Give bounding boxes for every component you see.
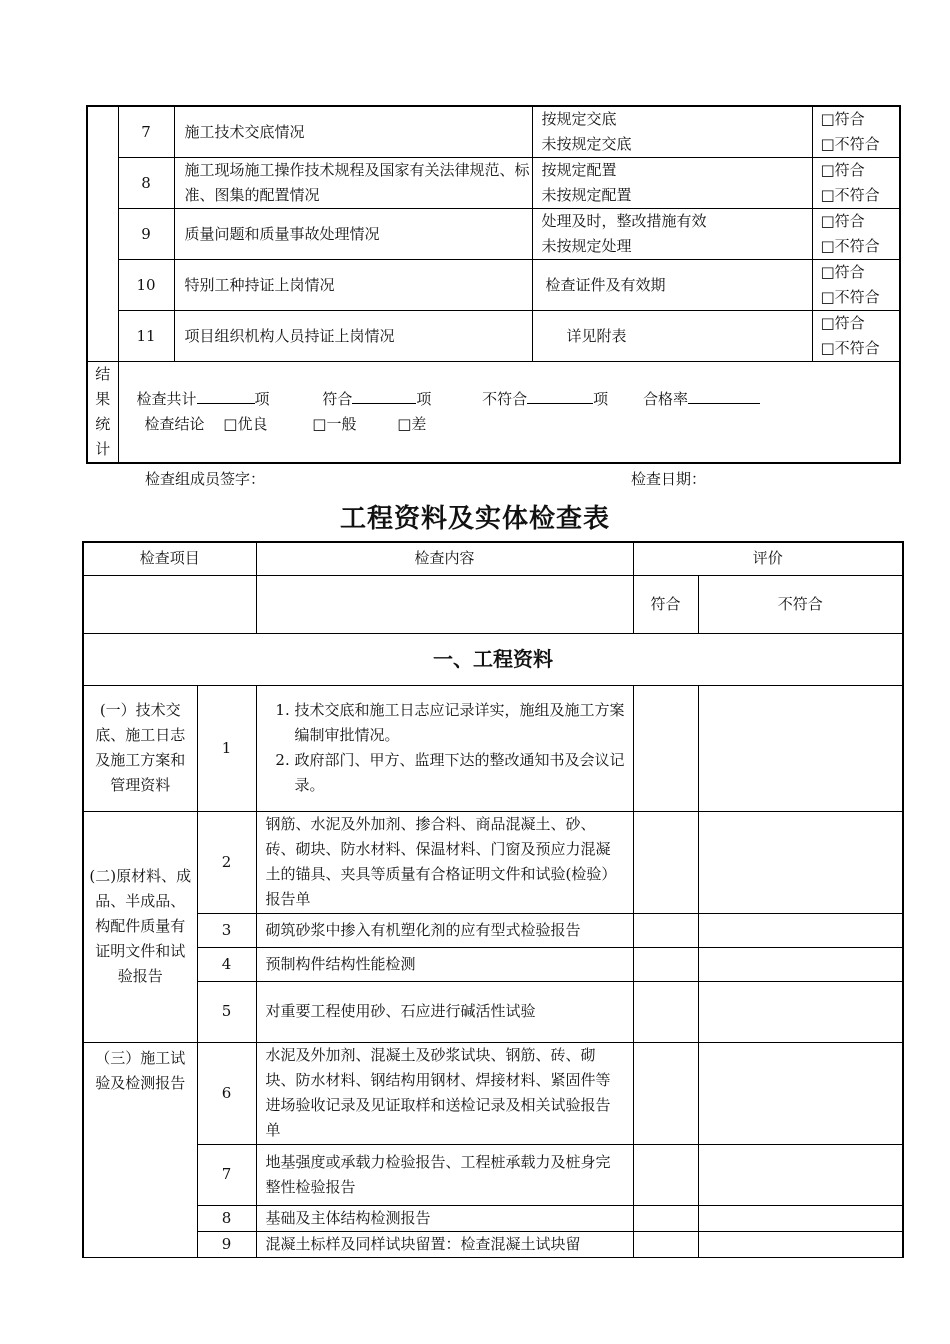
list-item: 1. 技术交底和施工日志应记录详实，施组及施工方案编制审批情况。 <box>295 698 625 748</box>
table-row <box>83 811 903 913</box>
row-number: 4 <box>197 947 256 981</box>
row-number: 9 <box>118 209 174 260</box>
fail-checkbox[interactable]: □不符合 <box>820 135 880 153</box>
check-content <box>256 685 633 811</box>
fail-cell[interactable] <box>698 1042 903 1144</box>
row-number: 11 <box>118 311 174 362</box>
pass-cell[interactable] <box>633 1042 698 1144</box>
blank-category-cell <box>87 106 118 362</box>
fail-cell[interactable] <box>698 685 903 811</box>
table-row <box>83 1205 903 1231</box>
check-content: 基础及主体结构检测报告 <box>256 1205 633 1231</box>
check-standard: 按规定交底 未按规定交底 <box>532 106 812 158</box>
check-content: 对重要工程使用砂、石应进行碱活性试验 <box>256 981 633 1042</box>
page-title: 工程资料及实体检查表 <box>339 504 610 534</box>
fail-cell[interactable] <box>698 1144 903 1205</box>
conclusion-label: 检查结论 <box>144 415 205 433</box>
header-content: 检查内容 <box>256 542 633 575</box>
total-label: 检查共计 <box>136 390 197 408</box>
check-content: 砌筑砂浆中掺入有机塑化剂的应有型式检验报告 <box>256 913 633 947</box>
check-content: 水泥及外加剂、混凝土及砂浆试块、钢筋、砖、砌块、防水材料、钢结构用钢材、焊接材料、紧固件等进场验收记录及见证取样和送检记录及相关试验报告单 <box>256 1042 633 1144</box>
fail-label: 不符合 <box>482 390 528 408</box>
pass-rate-field[interactable] <box>688 388 760 404</box>
list-item: 2. 政府部门、甲方、监理下达的整改通知书及会议记录。 <box>295 748 625 798</box>
table-row <box>87 106 900 158</box>
table-row <box>83 947 903 981</box>
pass-label: 符合 <box>322 390 353 408</box>
header-project: 检查项目 <box>83 542 256 575</box>
fail-checkbox[interactable]: □不符合 <box>820 288 880 306</box>
table-row <box>87 260 900 311</box>
table-row <box>83 981 903 1042</box>
pass-cell[interactable] <box>633 947 698 981</box>
table-row <box>83 1144 903 1205</box>
fail-cell[interactable] <box>698 913 903 947</box>
header-row <box>83 542 903 575</box>
pass-cell[interactable] <box>633 1231 698 1257</box>
check-standard: 按规定配置 未按规定配置 <box>532 158 812 209</box>
total-count-field[interactable] <box>197 388 255 404</box>
row-number: 3 <box>197 913 256 947</box>
evaluation-checkboxes[interactable] <box>812 106 900 158</box>
evaluation-checkboxes[interactable] <box>812 311 900 362</box>
pass-checkbox[interactable]: □符合 <box>820 263 865 281</box>
check-standard: 处理及时，整改措施有效 未按规定处理 <box>532 209 812 260</box>
conclusion-average-checkbox[interactable]: □一般 <box>312 415 357 433</box>
pass-cell[interactable] <box>633 913 698 947</box>
pass-cell[interactable] <box>633 981 698 1042</box>
row-number: 7 <box>118 106 174 158</box>
fail-checkbox[interactable]: □不符合 <box>820 237 880 255</box>
members-signature-label: 检查组成员签字： <box>145 470 266 488</box>
pass-checkbox[interactable]: □符合 <box>820 110 865 128</box>
table-row <box>83 1231 903 1257</box>
pass-cell[interactable] <box>633 1205 698 1231</box>
category-label: (一）技术交底、施工日志及施工方案和管理资料 <box>83 685 197 811</box>
header-fail: 不符合 <box>698 575 903 633</box>
row-number: 2 <box>197 811 256 913</box>
check-item: 特别工种持证上岗情况 <box>174 260 532 311</box>
check-standard: 详见附表 <box>532 311 812 362</box>
table-row <box>87 209 900 260</box>
table-row <box>87 311 900 362</box>
subheader-row <box>83 575 903 633</box>
pass-checkbox[interactable]: □符合 <box>820 161 865 179</box>
pass-cell[interactable] <box>633 811 698 913</box>
row-number: 9 <box>197 1231 256 1257</box>
evaluation-checkboxes[interactable] <box>812 260 900 311</box>
pass-checkbox[interactable]: □符合 <box>820 212 865 230</box>
result-statistics: 检查共计 项 符合 项 不符合 项 合格率 检查结论 □优良 □一般 □差 <box>118 362 900 464</box>
conclusion-poor-checkbox[interactable]: □差 <box>397 415 427 433</box>
fail-cell[interactable] <box>698 1231 903 1257</box>
pass-cell[interactable] <box>633 1144 698 1205</box>
check-item: 施工现场施工操作技术规程及国家有关法律规范、标准、图集的配置情况 <box>174 158 532 209</box>
row-number: 10 <box>118 260 174 311</box>
header-pass: 符合 <box>633 575 698 633</box>
check-item: 施工技术交底情况 <box>174 106 532 158</box>
row-number: 5 <box>197 981 256 1042</box>
category-label: （三）施工试验及检测报告 <box>83 1042 197 1257</box>
table-row <box>83 685 903 811</box>
table-row <box>87 158 900 209</box>
inspection-table-continued <box>86 105 901 464</box>
table-row <box>83 1042 903 1144</box>
result-statistics-row <box>87 362 900 464</box>
check-content: 钢筋、水泥及外加剂、掺合料、商品混凝土、砂、砖、砌块、防水材料、保温材料、门窗及预应力混凝土的锚具、夹具等质量有合格证明文件和试验(检验）报告单 <box>256 811 633 913</box>
table-row <box>83 913 903 947</box>
fail-cell[interactable] <box>698 1205 903 1231</box>
check-standard: 检查证件及有效期 <box>532 260 812 311</box>
header-evaluation: 评价 <box>633 542 903 575</box>
row-number: 1 <box>197 685 256 811</box>
conclusion-excellent-checkbox[interactable]: □优良 <box>223 415 268 433</box>
evaluation-checkboxes[interactable] <box>812 209 900 260</box>
check-content: 地基强度或承载力检验报告、工程桩承载力及桩身完整性检验报告 <box>256 1144 633 1205</box>
check-content: 预制构件结构性能检测 <box>256 947 633 981</box>
section-row <box>83 633 903 685</box>
pass-count-field[interactable] <box>352 388 416 404</box>
fail-count-field[interactable] <box>527 388 593 404</box>
category-label: (二)原材料、成品、半成品、构配件质量有证明文件和试验报告 <box>83 811 197 1042</box>
row-number: 8 <box>118 158 174 209</box>
evaluation-checkboxes[interactable] <box>812 158 900 209</box>
result-statistics-label: 结 果 统 计 <box>87 362 118 464</box>
fail-cell[interactable] <box>698 811 903 913</box>
pass-cell[interactable] <box>633 685 698 811</box>
pass-rate-label: 合格率 <box>642 390 688 408</box>
row-number: 6 <box>197 1042 256 1144</box>
check-content: 混凝土标样及同样试块留置：检查混凝土试块留 <box>256 1231 633 1257</box>
pass-checkbox[interactable]: □符合 <box>820 314 865 332</box>
fail-checkbox[interactable]: □不符合 <box>820 339 880 357</box>
fail-cell[interactable] <box>698 947 903 981</box>
check-item: 质量问题和质量事故处理情况 <box>174 209 532 260</box>
row-number: 7 <box>197 1144 256 1205</box>
check-item: 项目组织机构人员持证上岗情况 <box>174 311 532 362</box>
engineering-inspection-table <box>82 541 904 1258</box>
section-title: 一、工程资料 <box>83 633 903 685</box>
fail-cell[interactable] <box>698 981 903 1042</box>
inspection-date-label: 检查日期： <box>631 470 707 488</box>
fail-checkbox[interactable]: □不符合 <box>820 186 880 204</box>
row-number: 8 <box>197 1205 256 1231</box>
